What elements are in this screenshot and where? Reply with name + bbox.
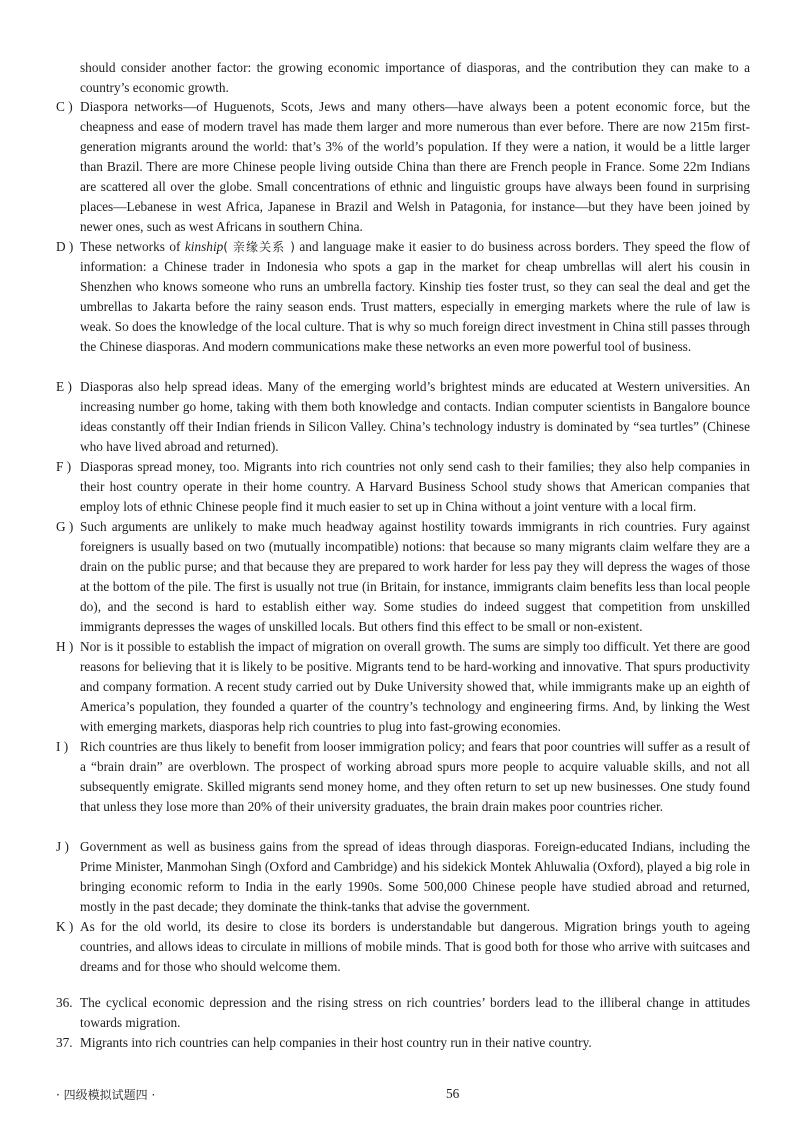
paragraph-body: Diasporas spread money, too. Migrants into rich countries not only send cash to their families; they also help companies in their host country operate in their home country. A Harvard Business School study shows that American companies that employ lots of ethnic Chinese people find it much easier to set up in China without a joint venture with a local firm. (80, 459, 750, 514)
question-text: Migrants into rich countries can help companies in their host country run in their native country. (80, 1035, 592, 1050)
question-36 (56, 993, 750, 1033)
paragraph-label: D ) (56, 239, 74, 254)
paragraph-g (56, 517, 750, 637)
paragraph-h (56, 637, 750, 737)
intro-text: should consider another factor: the growing economic importance of diasporas, and the contribution they can make to a country’s economic growth. (80, 60, 750, 95)
paragraph-label: C ) (56, 99, 73, 114)
paragraph-label: E ) (56, 379, 72, 394)
paragraph-label: F ) (56, 459, 72, 474)
paragraph-text-after: and language make it easier to do business across borders. They speed the flow of information: a Chinese trader in Indonesia who spots a gap in the market for cheap umbrellas will alert his cousin in Shenzhen who knows someone who runs an umbrella factory. Kinship ties foster trust, so they can seal the deal and get the umbrellas to Jakarta before the rainy season ends. Trust matters, especially in emerging markets where the rule of law is weak. So does the knowledge of the local culture. That is why so much foreign direct investment in China still passes through the Chinese diasporas. And modern communications make these networks an even more powerful tool of business. (80, 239, 751, 354)
paragraph-text-before: These networks of (80, 239, 185, 254)
paragraph-f (56, 457, 750, 517)
paragraph-j (56, 837, 750, 917)
paragraph-i (56, 737, 750, 817)
paragraph-d (56, 237, 750, 357)
kinship-gloss: ( 亲缘关系 ) (223, 240, 295, 254)
paragraph-body (80, 237, 750, 357)
paragraph-label: G ) (56, 519, 74, 534)
paragraph-body: Rich countries are thus likely to benefit from looser immigration policy; and fears that poor countries will suffer as a result of a “brain drain” are overblown. The prospect of working abroad spurs more people to acquire valuable skills, and not all subsequently emigrate. Skilled migrants send money home, and they often return to set up new businesses. One study found that unless they lose more than 20% of their university graduates, the brain drain makes poor countries richer. (80, 739, 750, 814)
paragraph-label: H ) (56, 639, 74, 654)
paragraph-label: K ) (56, 919, 74, 934)
paragraph-c (56, 97, 750, 237)
question-text: The cyclical economic depression and the rising stress on rich countries’ borders lead to the illiberal change in attitudes towards migration. (80, 995, 750, 1030)
paragraph-body: Diaspora networks—of Huguenots, Scots, Jews and many others—have always been a potent economic force, but the cheapness and ease of modern travel has made them larger and more numerous than ever before. There are now 215m first-generation migrants around the world: that’s 3% of the world’s population. If they were a nation, it would be a little larger than Brazil. There are more Chinese people living outside China than there are French people in France. Some 22m Indians are scattered all over the globe. Small concentrations of ethnic and linguistic groups have always been found in surprising places—Lebanese in west Africa, Japanese in Brazil and Welsh in Patagonia, for instance—but they have been joined by newer ones, such as west Africans in southern China. (80, 99, 750, 234)
kinship-term: kinship (184, 239, 224, 254)
question-number: 36. (56, 995, 73, 1010)
page-number: 56 (446, 1086, 460, 1101)
paragraph-body: Government as well as business gains from the spread of ideas through diasporas. Foreign-educated Indians, including the Prime Minister, Manmohan Singh (Oxford and Cambridge) and his sidekick Montek Ahluwalia (Oxford), played a big role in bringing economic reform to India in the early 1990s. Some 500,000 Chinese people have studied abroad and returned, mostly in the past decade; they dominate the think-tanks that advise the government. (80, 839, 750, 914)
paragraph-body: Such arguments are unlikely to make much headway against hostility towards immigrants in rich countries. Fury against foreigners is usually based on two (mutually incompatible) notions: that because so many migrants claim welfare they are a drain on the public purse; and that because they are prepared to work harder for less pay they will depress the wages of those at the bottom of the pile. The first is usually not true (in Britain, for instance, immigrants claim benefits less than local people do), and the second is hard to establish either way. Some studies do indeed suggest that competition from unskilled immigrants depresses the wages of unskilled locals. But others find this effect to be small or non-existent. (80, 519, 750, 634)
page-footer (56, 1086, 750, 1106)
question-37 (56, 1033, 750, 1053)
test-series-label: · 四级模拟试题四 · (56, 1088, 156, 1102)
paragraph-body: As for the old world, its desire to close its borders is understandable but dangerous. Migration brings youth to ageing countries, and allows ideas to circulate in millions of mobile minds. That is good both for those who arrive with suitcases and dreams and for those who should welcome them. (80, 919, 750, 974)
paragraph-e (56, 377, 750, 457)
paragraph-body: Diasporas also help spread ideas. Many of the emerging world’s brightest minds are educated at Western universities. An increasing number go home, taking with them both knowledge and contacts. Indian computer scientists in Bangalore bounce ideas constantly off their Indian friends in Silicon Valley. China’s technology industry is dominated by “sea turtles” (Chinese who have lived abroad and returned). (80, 379, 750, 454)
paragraph-label: I ) (56, 739, 69, 754)
paragraph-label: J ) (56, 839, 69, 854)
question-number: 37. (56, 1035, 73, 1050)
paragraph-k (56, 917, 750, 977)
paragraph-body: Nor is it possible to establish the impact of migration on overall growth. The sums are simply too difficult. Yet there are good reasons for believing that it is likely to be positive. Migrants tend to be hard-working and innovative. That spurs productivity and company formation. A recent study carried out by Duke University showed that, while immigrants make up an eighth of America’s population, they founded a quarter of the country’s technology and engineering firms. And, by linking the West with emerging markets, diasporas help rich countries to plug into fast-growing economies. (80, 639, 750, 734)
